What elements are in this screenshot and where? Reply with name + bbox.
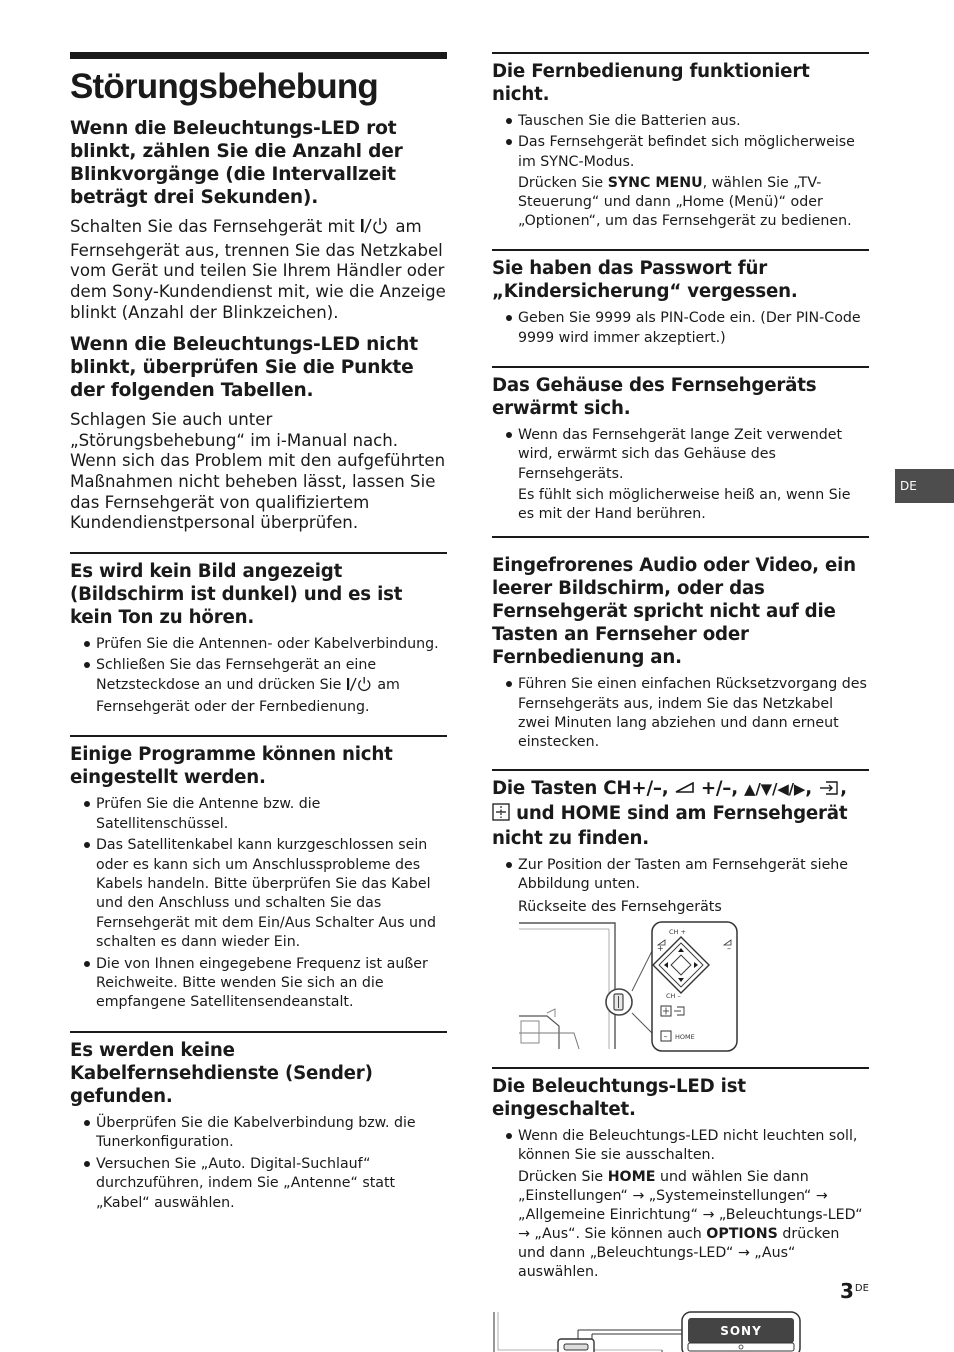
list-item: Prüfen Sie die Antennen- oder Kabelverbindung. (96, 635, 447, 654)
intro-heading-led-blinks: Wenn die Beleuchtungs-LED rot blinkt, zählen Sie die Anzahl der Blinkvorgänge (die Intervallzeit beträgt drei Sekunden). (70, 118, 403, 209)
bullet-list (492, 112, 869, 172)
list-item: Tauschen Sie die Batterien aus. (518, 112, 869, 131)
section-heading: Es wird kein Bild angezeigt (Bildschirm ist dunkel) und es ist kein Ton zu hören. (70, 560, 403, 628)
page-title: Störungsbehebung (70, 67, 379, 106)
key-name: HOME (607, 1168, 656, 1185)
list-item: Überprüfen Sie die Kabelverbindung bzw. die Tunerkonfiguration. (96, 1114, 447, 1153)
section-programs (70, 735, 447, 1012)
key-name: OPTIONS (706, 1225, 778, 1242)
bullet-list (492, 309, 869, 348)
list-item: Wenn die Beleuchtungs-LED nicht leuchten soll, können Sie sie ausschalten. (518, 1127, 869, 1166)
input-icon (818, 779, 840, 802)
ch-minus-label: CH – (666, 991, 681, 1000)
bullet-list (70, 1114, 447, 1213)
page-number-value: 3 (840, 1279, 854, 1303)
heading-part: und HOME sind am Fernsehgerät nicht zu finden. (492, 802, 848, 849)
note-text-part: Drücken Sie (518, 1168, 604, 1185)
intro-text-part: am Fernsehgerät aus, trennen Sie das Netzkabel vom Gerät und teilen Sie Ihrem Händler oder dem Sony-Kundendienst mit, wie die Anzeige blinkt (Anzahl der Blinkzeichen). (70, 217, 446, 322)
page-number (840, 1279, 869, 1303)
section-heading: Das Gehäuse des Fernsehgeräts erwärmt sich. (492, 375, 817, 420)
tv-front-led-diagram (492, 1310, 802, 1352)
section-housing (492, 366, 869, 538)
heading-part: +/–, (700, 777, 738, 799)
list-item-text: Schließen Sie das Fernsehgerät an eine Netzsteckdose an und drücken Sie (96, 657, 377, 693)
home-button-symbol: – (663, 1031, 668, 1041)
tools-icon (492, 803, 510, 827)
section-heading: Die Fernbedienung funktioniert nicht. (492, 61, 810, 105)
intro-heading-led-no-blink: Wenn die Beleuchtungs-LED nicht blinkt, überprüfen Sie die Punkte der folgenden Tabellen. (70, 334, 418, 402)
section-heading: Die Tasten CH+/–, +/–, ▲/▼/◀/▶, , und HOME sind am Fernsehgerät nicht zu finden. (492, 777, 848, 849)
power-icon (346, 676, 373, 698)
note-text-part: Drücken Sie (518, 175, 604, 192)
note-text-part: drücken und dann „Beleuchtungs-LED“ → „Aus“ auswählen. (518, 1225, 840, 1280)
list-item: Wenn das Fernsehgerät lange Zeit verwendet wird, erwärmt sich das Gehäuse des Fernsehgeräts. (518, 426, 869, 484)
volume-minus-label: – (727, 943, 731, 953)
bullet-list (492, 1127, 869, 1166)
list-item: Geben Sie 9999 als PIN-Code ein. (Der PIN-Code 9999 wird immer akzeptiert.) (518, 309, 869, 348)
note-text (492, 174, 869, 231)
sony-logo: SONY (720, 1323, 762, 1338)
list-item: Prüfen Sie die Antenne bzw. die Satellitenschüssel. (96, 795, 447, 834)
list-item: Die von Ihnen eingegebene Frequenz ist außer Reichweite. Bitte wenden Sie sich an die empfangene Satellitensendeanstalt. (96, 955, 447, 1013)
section-heading: Die Beleuchtungs-LED ist eingeschaltet. (492, 1075, 746, 1120)
section-frozen (492, 538, 869, 753)
section-cable-services (70, 1031, 447, 1213)
section-password (492, 249, 869, 348)
note-text-part: und wählen Sie dann „Einstellungen“ → „Systemeinstellungen“ → „Allgemeine Einrichtung“ → „Beleuchtungs-LED“ → „Aus“. Sie können auch (518, 1168, 863, 1242)
volume-plus-label: + (657, 943, 664, 953)
ch-plus-label: CH + (669, 927, 686, 936)
section-buttons (492, 769, 869, 1053)
list-item: Versuchen Sie „Auto. Digital-Suchlauf“ durchzuführen, indem Sie „Antenne“ statt „Kabel“ auswählen. (96, 1155, 447, 1213)
intro-paragraph-led-no-blink: Schlagen Sie auch unter „Störungsbehebung“ im i-Manual nach. Wenn sich das Problem mit den aufgeführten Maßnahmen nicht beheben lässt, lassen Sie das Fernsehgerät von qualifiziertem Kundendienstpersonal überprüfen. (70, 410, 446, 533)
bullet-list (492, 426, 869, 484)
list-item (96, 656, 447, 717)
section-remote (492, 52, 869, 231)
page-number-suffix: DE (854, 1283, 869, 1294)
bullet-list (70, 635, 447, 718)
heading-part: , (805, 777, 812, 799)
tv-rear-diagram (519, 921, 739, 1053)
section-heading: Es werden keine Kabelfernsehdienste (Sender) gefunden. (70, 1039, 373, 1107)
section-heading: Eingefrorenes Audio oder Video, ein leerer Bildschirm, oder das Fernsehgerät spricht nicht auf die Tasten an Fernseher oder Fernbedienung an. (492, 555, 856, 669)
section-led (492, 1067, 869, 1352)
home-label: HOME (675, 1032, 695, 1041)
key-name: SYNC MENU (607, 175, 703, 192)
power-icon (360, 217, 390, 241)
section-heading: Sie haben das Passwort für „Kindersicherung“ vergessen. (492, 258, 798, 303)
bullet-list (70, 795, 447, 1012)
list-item: Das Fernsehgerät befindet sich möglicherweise im SYNC-Modus. (518, 133, 869, 172)
note-text: Es fühlt sich möglicherweise heiß an, wenn Sie es mit der Hand berühren. (518, 487, 851, 523)
section-heading: Einige Programme können nicht eingestellt werden. (70, 744, 393, 789)
intro-paragraph-led-blinks (70, 217, 447, 323)
list-item: Führen Sie einen einfachen Rücksetzvorgang des Fernsehgeräts aus, indem Sie das Netzkabel zwei Minuten lang abziehen und dann erneut einstecken. (518, 675, 869, 753)
bullet-list (492, 675, 869, 753)
language-tab: DE (895, 469, 954, 503)
note-text (492, 1168, 869, 1282)
right-column (492, 52, 869, 1352)
title-block (70, 52, 447, 107)
heading-part: Die Tasten CH+/–, (492, 777, 669, 799)
figure-caption: Rückseite des Fernsehgeräts (518, 898, 722, 915)
bullet-list (492, 856, 869, 895)
list-item-text: am Fernsehgerät oder der Fernbedienung. (96, 676, 400, 715)
intro-text-part: Schalten Sie das Fernsehgerät mit (70, 217, 355, 237)
list-item: Das Satellitenkabel kann kurzgeschlossen sein oder es kann sich um Anschlussprobleme des Kabels handeln. Bitte überprüfen Sie das Kabel und den Anschluss und schalten Sie das Fernsehgerät mit dem Ein/Aus Schalter Aus und schalten es dann wieder Ein. (96, 836, 447, 952)
volume-icon (675, 777, 695, 800)
note-text-part: , wählen Sie „TV-Steuerung“ und dann „Home (Menü)“ oder „Optionen“, um das Fernsehgerät zu bedienen. (518, 175, 852, 230)
left-column (70, 52, 447, 1215)
section-no-picture (70, 552, 447, 718)
arrow-keys-icon: ▲/▼/◀/▶ (744, 779, 806, 798)
list-item: Zur Position der Tasten am Fernsehgerät siehe Abbildung unten. (518, 856, 869, 895)
